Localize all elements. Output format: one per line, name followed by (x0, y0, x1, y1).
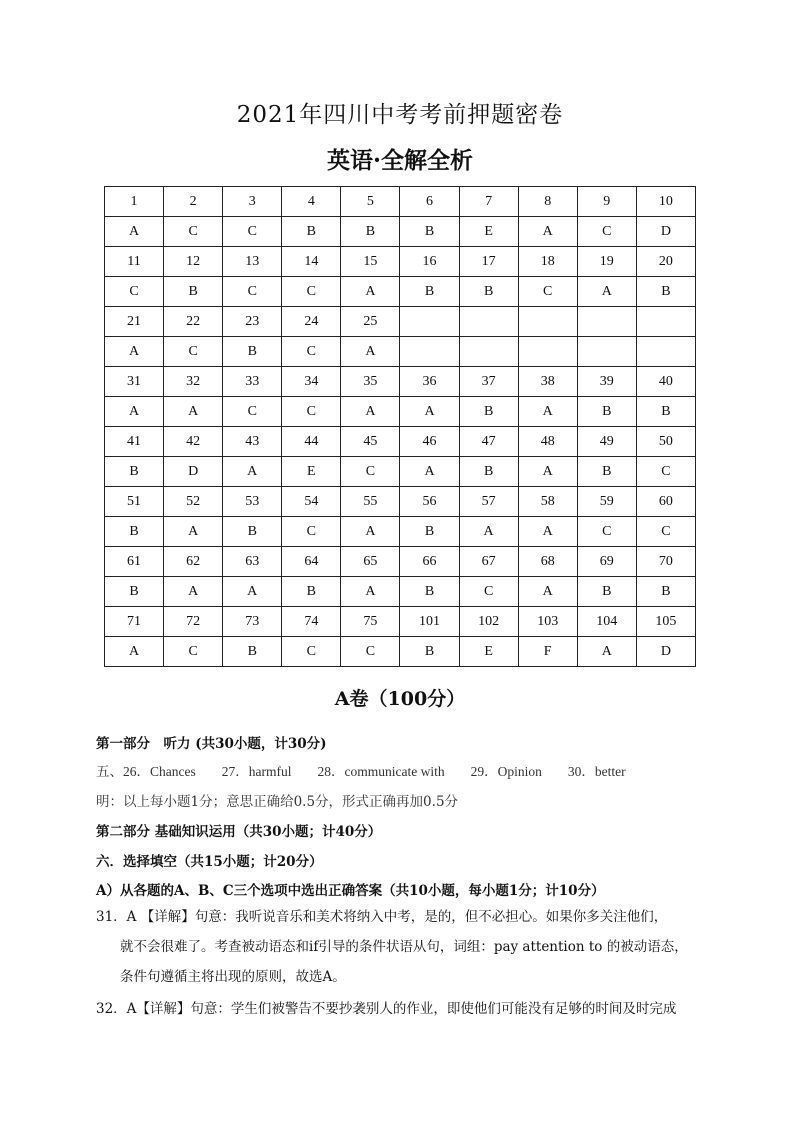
answer-cell: A (459, 517, 518, 547)
answer-cell: B (577, 577, 636, 607)
answer-cell: 50 (636, 427, 695, 457)
answer-table-row (105, 547, 696, 577)
answer-cell: A (223, 457, 282, 487)
answer-cell: A (518, 457, 577, 487)
answer-cell: 42 (164, 427, 223, 457)
answer-cell: B (105, 517, 164, 547)
answer-cell: A (577, 277, 636, 307)
part1-answer-item: 27．harmful (221, 764, 292, 779)
answer-table-row (105, 247, 696, 277)
answer-cell: 48 (518, 427, 577, 457)
answer-cell: 65 (341, 547, 400, 577)
answer-cell: 12 (164, 247, 223, 277)
part1-answer-item: 30．better (567, 764, 626, 779)
part1-heading: 第一部分 听力 (共30小题，计30分) (96, 736, 327, 752)
answer-cell (459, 337, 518, 367)
answer-cell: 69 (577, 547, 636, 577)
answer-cell: 31 (105, 367, 164, 397)
answer-cell: 40 (636, 367, 695, 397)
answer-cell: 7 (459, 187, 518, 217)
answer-cell: A (341, 397, 400, 427)
answer-cell: 8 (518, 187, 577, 217)
question-31-explanation (96, 902, 708, 992)
answer-cell (518, 307, 577, 337)
answer-cell: D (636, 217, 695, 247)
answer-cell: A (105, 397, 164, 427)
answer-cell: A (105, 217, 164, 247)
answer-table-row (105, 517, 696, 547)
answer-cell: 6 (400, 187, 459, 217)
answer-cell: 16 (400, 247, 459, 277)
answer-cell: 4 (282, 187, 341, 217)
q31-line-3: 条件句遵循主将出现的原则，故选A。 (120, 969, 346, 985)
answer-cell: 58 (518, 487, 577, 517)
answer-table-row (105, 337, 696, 367)
answer-cell: B (400, 217, 459, 247)
answer-table-row (105, 577, 696, 607)
answer-cell: C (223, 397, 282, 427)
part1-answer-item: 29．Opinion (470, 764, 542, 779)
answer-cell: 23 (223, 307, 282, 337)
answer-cell: 17 (459, 247, 518, 277)
answer-cell: 57 (459, 487, 518, 517)
answer-cell: B (223, 637, 282, 667)
answer-cell: A (164, 517, 223, 547)
answer-cell (636, 337, 695, 367)
answer-cell: B (577, 457, 636, 487)
answer-cell: A (341, 277, 400, 307)
answer-cell: 22 (164, 307, 223, 337)
document-subtitle: 英语·全解全析 (326, 147, 473, 174)
answer-cell: C (577, 217, 636, 247)
answer-cell: C (164, 337, 223, 367)
answer-cell: C (577, 517, 636, 547)
q32-line-1: 32．A【详解】句意：学生们被警告不要抄袭别人的作业，即使他们可能没有足够的时间及时完成 (96, 1001, 677, 1017)
answer-table-row (105, 277, 696, 307)
answer-cell: B (282, 217, 341, 247)
answer-cell: 10 (636, 187, 695, 217)
answer-cell: 56 (400, 487, 459, 517)
answer-cell: 14 (282, 247, 341, 277)
answer-cell: B (577, 397, 636, 427)
answer-cell: 18 (518, 247, 577, 277)
part1-answer-item: 28．communicate with (317, 764, 445, 779)
answer-cell (577, 307, 636, 337)
answer-cell: C (282, 277, 341, 307)
answer-cell: C (459, 577, 518, 607)
answer-cell: 62 (164, 547, 223, 577)
answer-cell: E (459, 217, 518, 247)
answer-cell: A (341, 577, 400, 607)
part2-subheading: 六．选择填空（共15小题；计20分） (96, 854, 323, 870)
answer-cell: B (459, 457, 518, 487)
answer-cell: 49 (577, 427, 636, 457)
answer-cell: 43 (223, 427, 282, 457)
answer-cell: A (105, 337, 164, 367)
answer-cell: 25 (341, 307, 400, 337)
part2-heading: 第二部分 基础知识运用（共30小题；计40分） (96, 824, 382, 840)
answer-cell: A (518, 517, 577, 547)
answer-cell: 54 (282, 487, 341, 517)
answer-cell: C (282, 517, 341, 547)
answer-cell: C (636, 457, 695, 487)
answer-cell: 37 (459, 367, 518, 397)
answer-cell: 53 (223, 487, 282, 517)
answer-cell: 44 (282, 427, 341, 457)
answer-cell: A (518, 577, 577, 607)
answer-cell: C (105, 277, 164, 307)
answer-cell: C (341, 637, 400, 667)
answer-cell: B (105, 577, 164, 607)
answer-cell: 68 (518, 547, 577, 577)
answer-cell: 45 (341, 427, 400, 457)
answer-cell: C (164, 217, 223, 247)
answer-cell (459, 307, 518, 337)
answer-cell: B (400, 577, 459, 607)
answer-cell: 33 (223, 367, 282, 397)
answer-cell: 63 (223, 547, 282, 577)
answer-cell: 2 (164, 187, 223, 217)
answer-cell: 101 (400, 607, 459, 637)
answer-table-row (105, 487, 696, 517)
answer-cell: 64 (282, 547, 341, 577)
answer-cell: 39 (577, 367, 636, 397)
answer-cell (636, 307, 695, 337)
answer-cell: E (459, 637, 518, 667)
answer-cell: 41 (105, 427, 164, 457)
answer-cell: A (341, 337, 400, 367)
answer-cell: 5 (341, 187, 400, 217)
question-32-explanation (96, 994, 708, 1024)
part1-answers (96, 760, 652, 780)
answer-cell: A (518, 397, 577, 427)
answer-cell: B (282, 577, 341, 607)
answer-table-row (105, 307, 696, 337)
answer-cell: 105 (636, 607, 695, 637)
answer-cell: B (400, 517, 459, 547)
answer-cell: 71 (105, 607, 164, 637)
answer-cell: 66 (400, 547, 459, 577)
answer-cell: A (164, 397, 223, 427)
answer-cell: B (341, 217, 400, 247)
part1-prefix: 五、 (96, 764, 123, 780)
answer-cell: 21 (105, 307, 164, 337)
answer-cell: C (282, 637, 341, 667)
answer-cell: 52 (164, 487, 223, 517)
answer-cell: A (400, 457, 459, 487)
answer-table-row (105, 457, 696, 487)
document-title: 2021年四川中考考前押题密卷 (236, 102, 564, 128)
answer-table-row (105, 397, 696, 427)
answer-cell: 3 (223, 187, 282, 217)
q31-line-2: 就不会很难了。考查被动语态和if引导的条件状语从句，词组：pay attention to 的被动语态， (120, 939, 688, 955)
answer-cell: B (400, 637, 459, 667)
part1-answer-item: 26．Chances (123, 764, 196, 779)
answer-cell: A (577, 637, 636, 667)
answer-cell: 35 (341, 367, 400, 397)
answer-cell: E (282, 457, 341, 487)
answer-table (104, 186, 696, 667)
answer-cell: 11 (105, 247, 164, 277)
answer-cell: 19 (577, 247, 636, 277)
answer-cell: B (164, 277, 223, 307)
answer-cell: B (459, 397, 518, 427)
answer-table-row (105, 187, 696, 217)
answer-cell: 38 (518, 367, 577, 397)
answer-cell: 72 (164, 607, 223, 637)
answer-cell (400, 337, 459, 367)
answer-cell: F (518, 637, 577, 667)
answer-table-row (105, 367, 696, 397)
answer-cell: 102 (459, 607, 518, 637)
answer-cell: A (341, 517, 400, 547)
answer-cell: 61 (105, 547, 164, 577)
answer-cell: B (105, 457, 164, 487)
answer-cell: B (223, 517, 282, 547)
answer-cell (400, 307, 459, 337)
answer-cell: 46 (400, 427, 459, 457)
section-a-heading: A卷（100分） (334, 688, 466, 710)
answer-cell: A (400, 397, 459, 427)
answer-cell: 1 (105, 187, 164, 217)
answer-cell: B (636, 577, 695, 607)
answer-cell (577, 337, 636, 367)
q31-line-1: 31．A 【详解】句意：我听说音乐和美术将纳入中考，是的，但不必担心。如果你多关注他们， (96, 909, 668, 925)
answer-cell: 59 (577, 487, 636, 517)
answer-cell: 70 (636, 547, 695, 577)
answer-cell: 75 (341, 607, 400, 637)
answer-cell: 51 (105, 487, 164, 517)
answer-cell: C (282, 397, 341, 427)
answer-cell: 15 (341, 247, 400, 277)
answer-cell: A (164, 577, 223, 607)
answer-cell: D (164, 457, 223, 487)
answer-cell: B (459, 277, 518, 307)
answer-cell: C (282, 337, 341, 367)
part2-sub-a: A）从各题的A、B、C三个选项中选出正确答案（共10小题，每小题1分；计10分） (96, 883, 605, 899)
answer-cell: C (164, 637, 223, 667)
answer-cell: A (518, 217, 577, 247)
answer-cell: C (223, 277, 282, 307)
answer-cell: 74 (282, 607, 341, 637)
answer-cell: 32 (164, 367, 223, 397)
answer-cell (518, 337, 577, 367)
answer-cell: C (636, 517, 695, 547)
answer-cell: C (518, 277, 577, 307)
answer-cell: C (223, 217, 282, 247)
answer-cell: 103 (518, 607, 577, 637)
answer-cell: 9 (577, 187, 636, 217)
answer-cell: 104 (577, 607, 636, 637)
answer-cell: D (636, 637, 695, 667)
answer-table-row (105, 637, 696, 667)
answer-cell: B (223, 337, 282, 367)
answer-cell: 67 (459, 547, 518, 577)
answer-cell: 73 (223, 607, 282, 637)
answer-cell: 47 (459, 427, 518, 457)
answer-cell: 34 (282, 367, 341, 397)
answer-cell: 13 (223, 247, 282, 277)
answer-table-row (105, 427, 696, 457)
answer-cell: A (223, 577, 282, 607)
answer-cell: C (341, 457, 400, 487)
answer-cell: 55 (341, 487, 400, 517)
answer-cell: B (400, 277, 459, 307)
answer-cell: B (636, 397, 695, 427)
answer-table-row (105, 217, 696, 247)
answer-cell: 24 (282, 307, 341, 337)
answer-table-row (105, 607, 696, 637)
answer-cell: B (636, 277, 695, 307)
part1-note: 明：以上每小题1分；意思正确给0.5分，形式正确再加0.5分 (96, 794, 459, 810)
answer-cell: A (105, 637, 164, 667)
answer-cell: 20 (636, 247, 695, 277)
answer-cell: 36 (400, 367, 459, 397)
answer-cell: 60 (636, 487, 695, 517)
